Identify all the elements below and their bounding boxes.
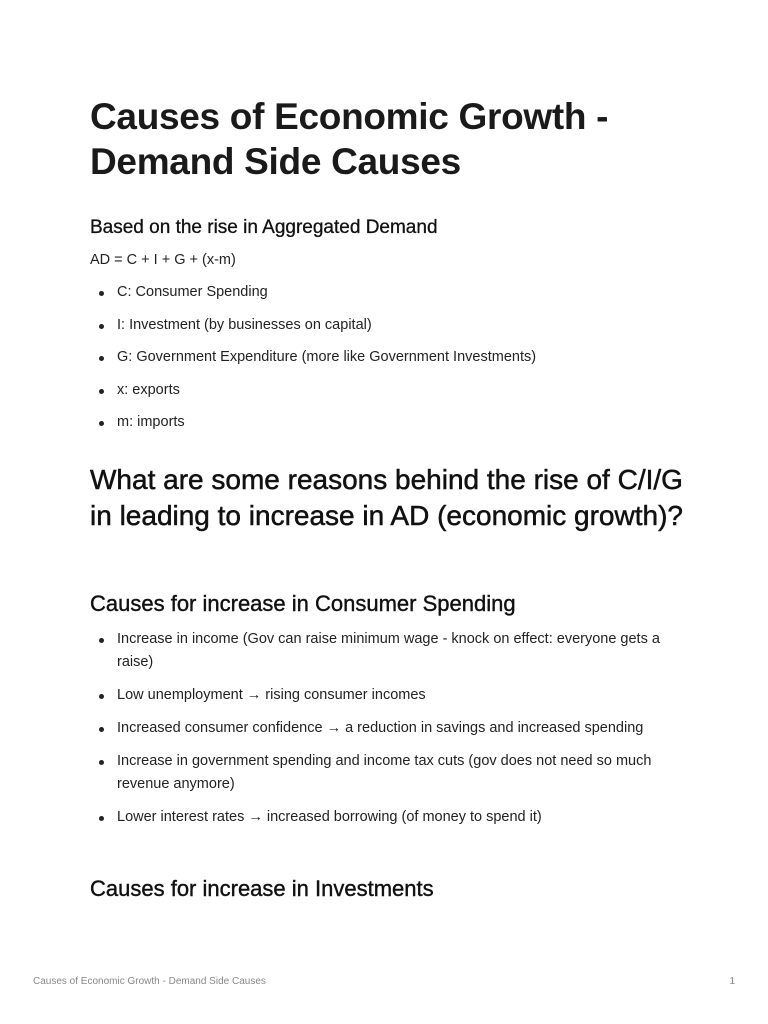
- list-item: Increased consumer confidence → a reduction in savings and increased spending: [90, 717, 670, 740]
- subheading: Based on the rise in Aggregated Demand: [90, 217, 438, 238]
- list-item: Low unemployment → rising consumer incomes: [90, 684, 670, 707]
- consumer-causes-list: [90, 628, 670, 839]
- list-item: C: Consumer Spending: [90, 281, 680, 314]
- bullet-icon: [99, 760, 104, 765]
- investments-heading: Causes for increase in Investments: [90, 876, 434, 901]
- list-item: I: Investment (by businesses on capital): [90, 314, 680, 347]
- page-title: Causes of Economic Growth - Demand Side Causes: [90, 96, 609, 182]
- bullet-icon: [99, 356, 104, 361]
- list-item: Lower interest rates → increased borrowing (of money to spend it): [90, 806, 670, 829]
- bullet-icon: [99, 291, 104, 296]
- footer-title: Causes of Economic Growth - Demand Side Causes: [33, 976, 266, 987]
- list-item: Increase in government spending and income tax cuts (gov does not need so much revenue anymore): [90, 750, 670, 796]
- bullet-icon: [99, 389, 104, 394]
- list-item: G: Government Expenditure (more like Government Investments): [90, 346, 680, 379]
- ad-formula: AD = C + I + G + (x-m): [90, 252, 236, 268]
- components-list: [90, 281, 680, 444]
- page-footer: [33, 976, 735, 987]
- bullet-icon: [99, 421, 104, 426]
- bullet-icon: [99, 816, 104, 821]
- bullet-icon: [99, 638, 104, 643]
- list-item: m: imports: [90, 411, 680, 444]
- list-item: x: exports: [90, 379, 680, 412]
- bullet-icon: [99, 694, 104, 699]
- bullet-icon: [99, 324, 104, 329]
- question-heading: What are some reasons behind the rise of C/I/G in leading to increase in AD (economic growth)?: [90, 464, 683, 531]
- consumer-spending-heading: Causes for increase in Consumer Spending: [90, 591, 516, 616]
- list-item: Increase in income (Gov can raise minimum wage - knock on effect: everyone gets a raise): [90, 628, 670, 674]
- page-number: 1: [729, 976, 735, 987]
- bullet-icon: [99, 727, 104, 732]
